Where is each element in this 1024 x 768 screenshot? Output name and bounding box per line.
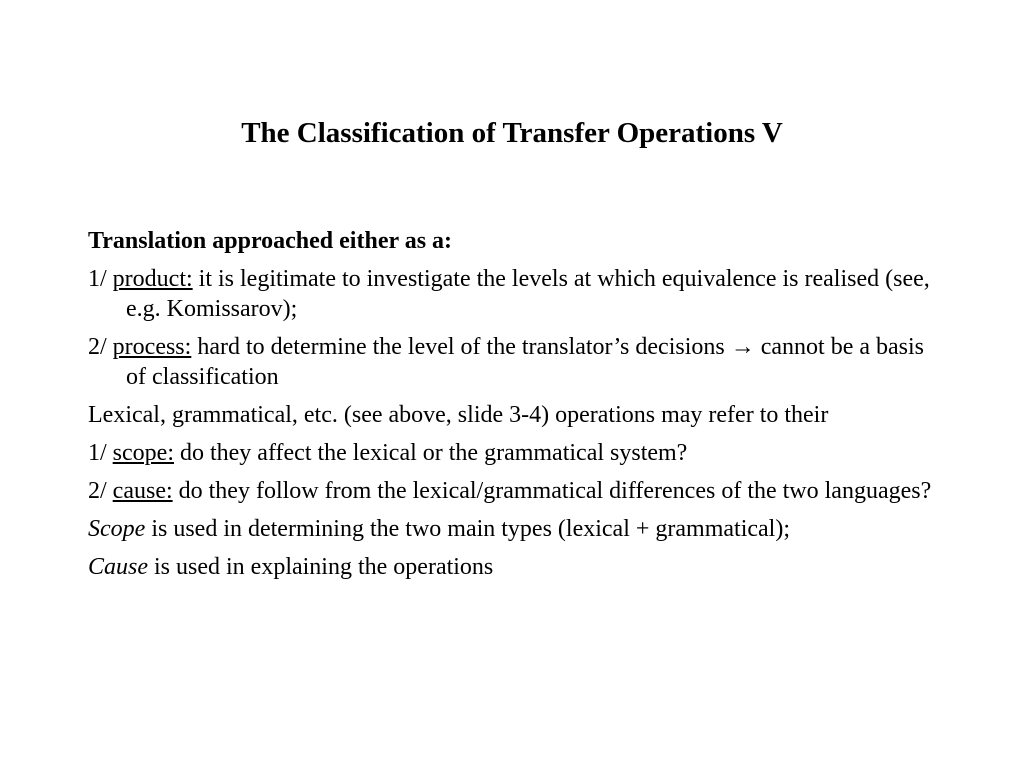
cause-line-text: is used in explaining the operations [148,554,494,580]
scope-line [88,514,948,544]
cause-text: do they follow from the lexical/grammatical differences of the two languages? [172,478,932,504]
cause-number: 2/ [88,478,113,504]
scope-number: 1/ [88,440,113,466]
scope-line-term: Scope [88,516,146,542]
product-term: product: [112,266,193,292]
product-item [88,264,948,324]
lexical-line: Lexical, grammatical, etc. (see above, slide 3-4) operations may refer to their [88,402,829,428]
cause-line-term: Cause [88,554,148,580]
slide-title: The Classification of Transfer Operations V [241,117,783,149]
product-text: it is legitimate to investigate the levels at which equivalence is realised (see, e.g. Komissarov); [126,266,930,322]
process-item [88,332,948,392]
process-term: process: [112,334,192,360]
scope-term: scope: [112,440,174,466]
slide-body [88,226,948,590]
scope-text: do they affect the lexical or the grammatical system? [173,440,688,466]
cause-term: cause: [112,478,173,504]
process-text: hard to determine the level of the translator’s decisions → cannot be a basis of classification [126,334,924,390]
cause-line [88,552,948,582]
scope-line-text: is used in determining the two main types (lexical + grammatical); [145,516,791,542]
intro-heading: Translation approached either as a: [88,228,453,254]
scope-item [88,438,948,468]
process-number: 2/ [88,334,113,360]
product-number: 1/ [88,266,113,292]
cause-item [88,476,948,506]
